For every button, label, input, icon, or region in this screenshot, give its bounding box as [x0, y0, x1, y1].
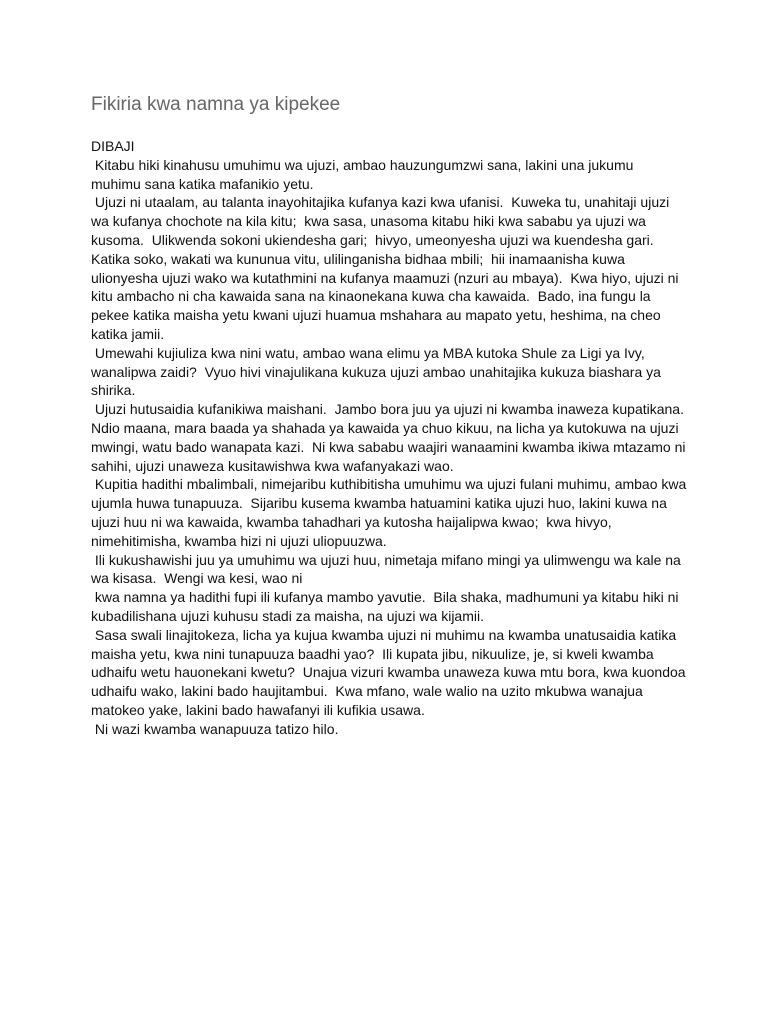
text-line: ulionyesha ujuzi wako wa kutathmini na kufanya maamuzi (nzuri au mbaya). Kwa hiyo, ujuzi ni — [91, 269, 679, 286]
text-line: Kitabu hiki kinahusu umuhimu wa ujuzi, ambao hauzungumzwi sana, lakini una jukumu — [91, 156, 634, 173]
text-line: udhaifu wetu hauonekani kwetu? Unajua vizuri kwamba unaweza kuwa mtu bora, kwa kuondoa — [91, 664, 686, 681]
text-line: DIBAJI — [91, 138, 135, 154]
text-line: shirika. — [91, 382, 136, 399]
text-line: ujumla huwa tunapuuza. Sijaribu kusema kwamba hatuamini katika ujuzi huo, lakini kuwa na — [91, 495, 667, 512]
text-line: Ujuzi ni utaalam, au talanta inayohitajika kufanya kazi kwa ufanisi. Kuweka tu, unahitaji ujuzi — [91, 194, 670, 211]
text-line: kwa namna ya hadithi fupi ili kufanya mambo yavutie. Bila shaka, madhumuni ya kitabu hiki ni — [91, 589, 679, 606]
text-line: pekee katika maisha yetu kwani ujuzi huamua mshahara au mapato yetu, heshima, na cheo — [91, 307, 661, 324]
text-line: Sasa swali linajitokeza, licha ya kujua kwamba ujuzi ni muhimu na kwamba unatusaidia katika — [91, 626, 677, 643]
text-line: Kupitia hadithi mbalimbali, nimejaribu kuthibitisha umuhimu wa ujuzi fulani muhimu, ambao kwa — [91, 476, 687, 493]
text-line: Ili kukushawishi juu ya umuhimu wa ujuzi huu, nimetaja mifano mingi ya ulimwengu wa kale na — [91, 551, 681, 568]
text-line: kitu ambacho ni cha kawaida sana na kinaonekana kuwa cha kawaida. Bado, ina fungu la — [91, 288, 651, 305]
text-line: muhimu sana katika mafanikio yetu. — [91, 175, 314, 192]
text-line: Ni wazi kwamba wanapuuza tatizo hilo. — [91, 720, 339, 737]
text-line: mwingi, watu bado wanapata kazi. Ni kwa sababu waajiri wanaamini kwamba ikiwa mtazamo ni — [91, 438, 686, 455]
document-title: Fikiria kwa namna ya kipekee — [91, 94, 341, 115]
text-line: wa kufanya chochote na kila kitu; kwa sasa, unasoma kitabu hiki kwa sababu ya ujuzi wa — [91, 213, 646, 230]
text-line: Ndio maana, mara baada ya shahada ya kawaida ya chuo kikuu, na licha ya kutokuwa na ujuzi — [91, 419, 679, 436]
document-body — [91, 137, 691, 739]
text-line: katika jamii. — [91, 325, 165, 342]
text-line: kusoma. Ulikwenda sokoni ukiendesha gari; hivyo, umeonyesha ujuzi wa kuendesha gari. — [91, 231, 654, 248]
text-line: wa kisasa. Wengi wa kesi, wao ni — [91, 570, 303, 587]
text-line: ujuzi huu ni wa kawaida, kwamba tahadhari ya kutosha haijalipwa kwao; kwa hivyo, — [91, 513, 612, 530]
text-line: nimehitimisha, kwamba hizi ni ujuzi uliopuuzwa. — [91, 532, 387, 549]
text-line: maisha yetu, kwa nini tunapuuza baadhi yao? Ili kupata jibu, nikuulize, je, si kweli kwamba — [91, 645, 654, 662]
text-line: kubadilishana ujuzi kuhusu stadi za maisha, na ujuzi wa kijamii. — [91, 607, 484, 624]
text-line: Ujuzi hutusaidia kufanikiwa maishani. Jambo bora juu ya ujuzi ni kwamba inaweza kupatikana. — [91, 401, 684, 418]
text-line: udhaifu wako, lakini bado haujitambui. Kwa mfano, wale walio na uzito mkubwa wanajua — [91, 683, 643, 700]
text-line: matokeo yake, lakini bado hawafanyi ili kufikia usawa. — [91, 701, 425, 718]
text-line: sahihi, ujuzi unaweza kusitawishwa kwa wafanyakazi wao. — [91, 457, 454, 474]
text-line: Umewahi kujiuliza kwa nini watu, ambao wana elimu ya MBA kutoka Shule za Ligi ya Ivy, — [91, 344, 645, 361]
text-line: Katika soko, wakati wa kununua vitu, ulilinganisha bidhaa mbili; hii inamaanisha kuwa — [91, 250, 625, 267]
text-line: wanalipwa zaidi? Vyuo hivi vinajulikana kukuza ujuzi ambao unahitajika kukuza biashara ya — [91, 363, 661, 380]
